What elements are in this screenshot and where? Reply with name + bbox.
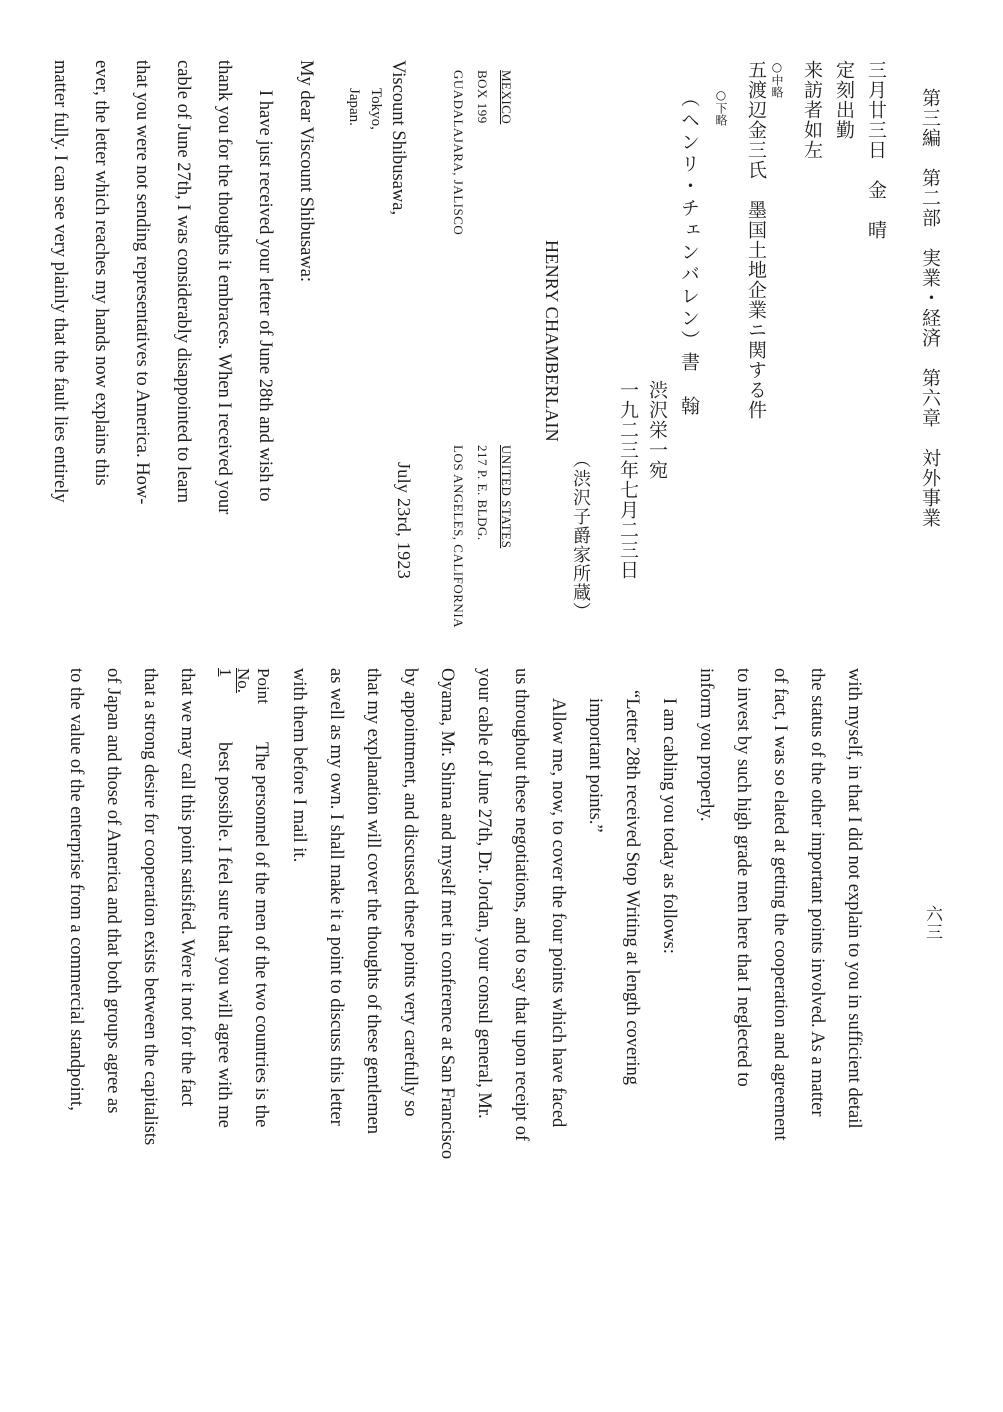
- body-line: with myself, in that I did not explain to you in sufficient detail: [844, 668, 864, 1129]
- diary-line-1: 定刻出勤: [833, 60, 855, 140]
- diary-visitor-line: [745, 60, 767, 420]
- body-line: with them before I mail it.: [289, 668, 309, 863]
- header-hen: 第三編: [919, 88, 941, 148]
- body-line: of fact, I was so elated at getting the cooperation and agreement: [770, 668, 790, 1141]
- body-line: to the value of the enterprise from a commercial standpoint,: [66, 668, 86, 1111]
- body-line: as well as my own. I shall make it a point to discuss this letter: [326, 668, 346, 1126]
- point-number: No. 1: [216, 668, 253, 694]
- body-line: of Japan and those of America and that both groups agree as: [103, 668, 123, 1114]
- body-line: that my explanation will cover the thoughts of these gentlemen: [363, 668, 383, 1134]
- letterhead-name: HENRY CHAMBERLAIN: [542, 240, 562, 442]
- letterhead-us-address: 217 P. E. BLDG.: [475, 445, 490, 541]
- diary-subject: 墨国土地企業ニ関する件: [745, 200, 767, 420]
- body-line: important points.”: [585, 698, 605, 833]
- point-label: Point: [254, 668, 273, 704]
- letterhead-mx-city: GUADALAJARA, JALISCO: [451, 70, 466, 236]
- diary-omit-2: ○下略: [714, 88, 728, 126]
- diary-date-line: [865, 60, 887, 240]
- running-header: [919, 88, 941, 528]
- header-bu: 第二部 実業・経済: [919, 168, 941, 348]
- letterhead-us-country: UNITED STATES: [499, 445, 514, 549]
- body-line: The personnel of the men of the two countries is the: [251, 742, 271, 1128]
- body-line: matter fully. I can see very plainly that the fault lies entirely: [50, 60, 70, 503]
- diary-visitor: 五渡辺金三氏: [745, 60, 767, 180]
- salutation: My dear Viscount Shibusawa:: [296, 60, 316, 283]
- body-line: thank you for the thoughts it embraces. When I received your: [214, 60, 234, 515]
- body-line: “Letter 28th received Stop Writing at length covering: [622, 690, 642, 1085]
- page-number: 六三: [922, 905, 942, 941]
- diary-date: 三月廿三日: [865, 60, 887, 160]
- body-line: best possible. I feel sure that you will agree with me: [214, 742, 234, 1128]
- body-line: us throughout these negotiations, and to say that upon receipt of: [511, 668, 531, 1142]
- doc-title: （ヘンリ・チェンバレン）書 翰: [678, 88, 700, 418]
- body-line: cable of June 27th, I was considerably disappointed to learn: [173, 60, 193, 503]
- body-line: inform you properly.: [696, 668, 716, 822]
- body-line: that a strong desire for cooperation exists between the capitalists: [140, 668, 160, 1146]
- body-line: that you were not sending representatives to America. How-: [132, 60, 152, 505]
- letter-date: July 23rd, 1923: [394, 462, 414, 579]
- body-line: Oyama, Mr. Shima and myself met in conference at San Francisco: [437, 668, 457, 1160]
- doc-source: （渋沢子爵家所蔵）: [570, 450, 591, 621]
- body-line: I have just received your letter of June 28th and wish to: [255, 90, 275, 502]
- body-line: I am cabling you today as follows:: [659, 698, 679, 954]
- addressee-city: Tokyo,: [368, 88, 384, 130]
- letterhead-mx-box: BOX 199: [475, 70, 490, 124]
- addressee-country: Japan.: [346, 88, 362, 126]
- body-line: to invest by such high grade men here that I neglected to: [733, 668, 753, 1087]
- diary-omit-1: ○中略: [770, 60, 784, 98]
- doc-recipient: 渋沢栄一宛: [646, 380, 668, 480]
- body-line: Allow me, now, to cover the four points which have faced: [548, 698, 568, 1128]
- body-line: your cable of June 27th, Dr. Jordan, your consul general, Mr.: [474, 668, 494, 1119]
- diary-weather: 金 晴: [865, 180, 887, 240]
- body-line: that we may call this point satisfied. Were it not for the fact: [177, 668, 197, 1107]
- header-sho: 第六章 対外事業: [919, 368, 941, 528]
- doc-date: 一九二三年七月二三日: [617, 380, 639, 580]
- body-line: by appointment, and discussed these points very carefully so: [400, 668, 420, 1117]
- body-line: the status of the other important points involved. As a matter: [807, 668, 827, 1117]
- letterhead-us-city: LOS ANGELES, CALIFORNIA: [451, 445, 466, 629]
- diary-line-2: 来訪者如左: [801, 60, 823, 160]
- body-line: ever, the letter which reaches my hands now explains this: [91, 60, 111, 486]
- addressee-name: Viscount Shibusawa,: [388, 60, 408, 216]
- letterhead-mx-country: MEXICO: [499, 70, 514, 125]
